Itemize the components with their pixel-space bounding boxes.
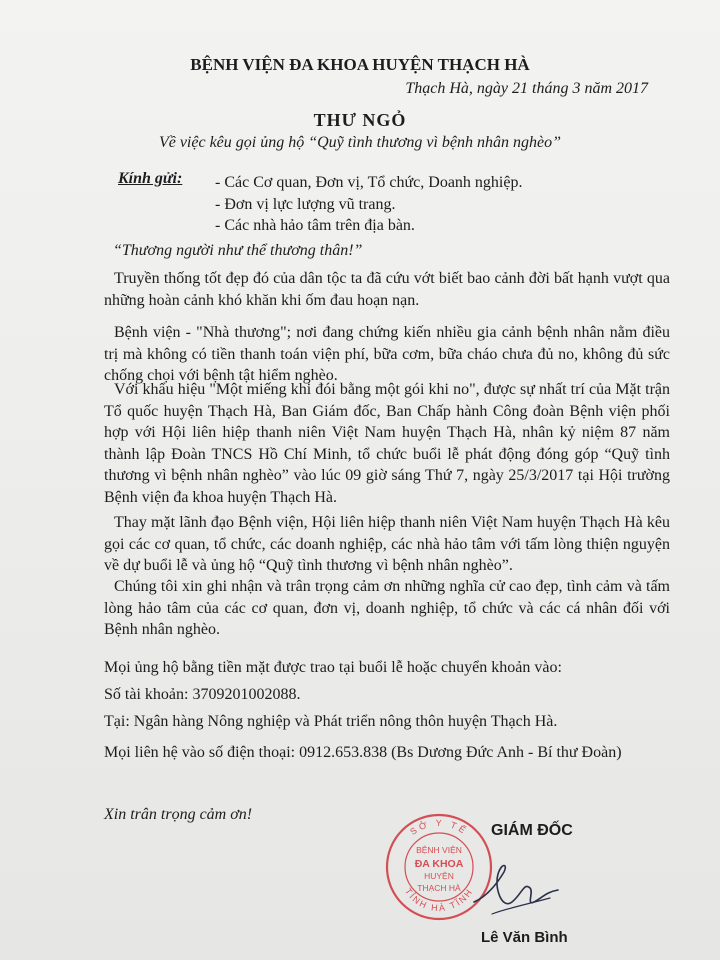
letter-title: THƯ NGỎ: [313, 110, 407, 130]
signature: [468, 852, 568, 924]
signer-name: Lê Văn Bình: [481, 929, 568, 946]
opening-quote: “Thương người như thể thương thân!”: [113, 242, 363, 259]
letter-subtitle: Về việc kêu gọi ủng hộ “Quỹ tình thương vì bệnh nhân nghèo”: [158, 134, 562, 151]
account-number: Số tài khoản: 3709201002088.: [104, 686, 301, 703]
bank-info: Tại: Ngân hàng Nông nghiệp và Phát triển nông thôn huyện Thạch Hà.: [104, 713, 558, 730]
body-paragraph: Với khẩu hiệu "Một miếng khi đói bằng một gói khi no", được sự nhất trí của Mặt trận Tổ quốc huyện Thạch Hà, Ban Giám đốc, Ban Chấp hành Công đoàn Bệnh viện phối hợp với Hội liên hiệp thanh niên Việt Nam huyện Thạch Hà, nhân kỷ niệm 87 năm thành lập Đoàn TNCS Hồ Chí Minh, tổ chức buổi lễ phát động đóng góp “Quỹ tình thương vì bệnh nhân nghèo” vào lúc 09 giờ sáng Thứ 7, ngày 25/3/2017 tại Hội trường Bệnh viện đa khoa huyện Thạch Hà.: [104, 381, 670, 506]
hospital-name: BỆNH VIỆN ĐA KHOA HUYỆN THẠCH HÀ: [190, 55, 530, 74]
donation-info: Mọi ủng hộ bằng tiền mặt được trao tại buổi lễ hoặc chuyển khoản vào:: [104, 659, 562, 676]
place-date: Thạch Hà, ngày 21 tháng 3 năm 2017: [405, 80, 648, 97]
stamp-ring-top: SỞ Y TẾ: [408, 817, 470, 837]
body-paragraph: Chúng tôi xin ghi nhận và trân trọng cảm ơn những nghĩa cử cao đẹp, tình cảm và tấm lòng hảo tâm của các cơ quan, đơn vị, doanh nghiệp, tổ chức và các cá nhân đối với Bệnh nhân nghèo.: [104, 578, 670, 638]
contact-info: Mọi liên hệ vào số điện thoại: 0912.653.838 (Bs Dương Đức Anh - Bí thư Đoàn): [104, 744, 622, 761]
stamp-line: BỆNH VIỆN: [416, 845, 462, 855]
stamp-line: THẠCH HÀ: [417, 883, 461, 893]
recipient-item: - Các Cơ quan, Đơn vị, Tổ chức, Doanh nghiệp.: [215, 174, 523, 191]
body-paragraph: Thay mặt lãnh đạo Bệnh viện, Hội liên hiệp thanh niên Việt Nam huyện Thạch Hà kêu gọi các cơ quan, tổ chức, các doanh nghiệp, các nhà hảo tâm với tấm lòng thiện nguyện về dự buổi lễ và ủng hộ “Quỹ tình thương vì bệnh nhân nghèo”.: [104, 514, 670, 574]
recipient-item: - Đơn vị lực lượng vũ trang.: [215, 195, 396, 213]
body-paragraph: Bệnh viện - "Nhà thương"; nơi đang chứng kiến nhiều gia cảnh bệnh nhân nằm điều trị mà không có tiền thanh toán viện phí, bữa cơm, bữa cháo chưa đủ no, không đủ sức chống chọi với bệnh tật hiểm nghèo.: [104, 324, 670, 384]
stamp-line: ĐA KHOA: [414, 858, 464, 870]
stamp-line: HUYỆN: [424, 871, 454, 881]
body-paragraph: Truyền thống tốt đẹp đó của dân tộc ta đã cứu vớt biết bao cảnh đời bất hạnh vượt qua những hoàn cảnh khó khăn khi ốm đau hoạn nạn.: [104, 270, 670, 309]
stamp-ring-bottom: TỈNH HÀ TĨNH: [402, 886, 476, 914]
closing-line: Xin trân trọng cảm ơn!: [104, 806, 253, 823]
recipient-list: [215, 172, 522, 237]
recipient-item: - Các nhà hảo tâm trên địa bàn.: [215, 217, 415, 234]
director-title: GIÁM ĐỐC: [491, 822, 573, 839]
salutation: Kính gửi:: [118, 170, 183, 187]
